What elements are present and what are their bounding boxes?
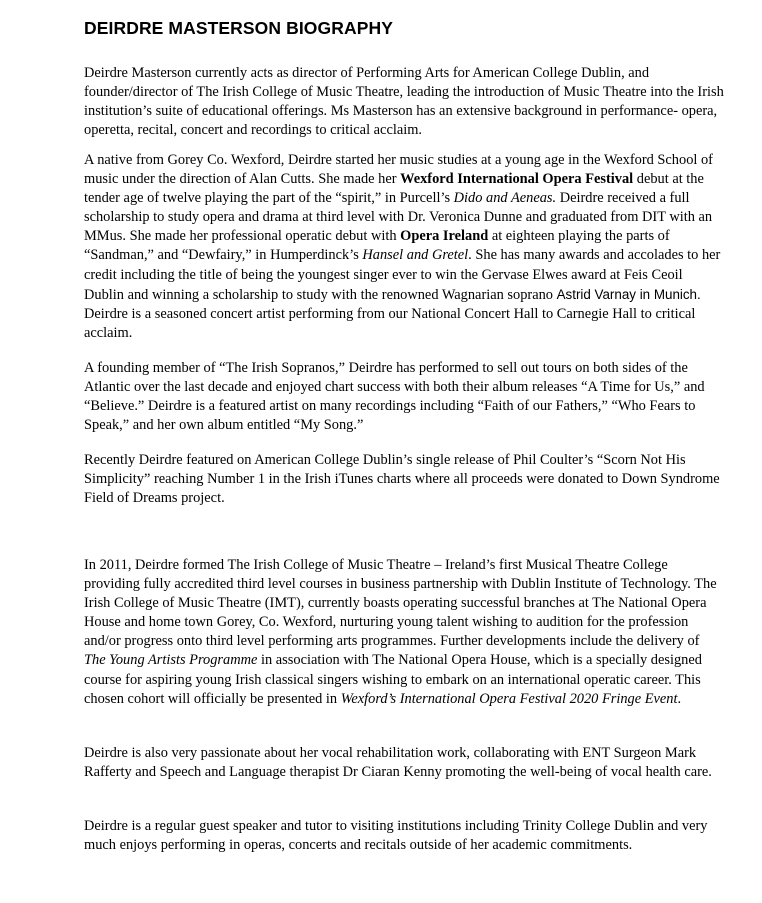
text-run: in association with The National Opera House, which is a specially designed course for aspiring young Irish classical singers wishing to embark on an international operatic career. This chosen cohort will officially be presented in [84,652,702,707]
paragraph-irish-sopranos: A founding member of “The Irish Sopranos,” Deirdre has performed to sell out tours on both sides of the Atlantic over the last decade and enjoyed chart success with both their album releases “A Time for Us,” and “Believe.” Deirdre is a featured artist on many recordings including “Faith of our Fathers,” “Who Fears to Speak,” and her own album entitled “My Song.” [84,360,705,434]
bold-text: Opera Ireland [400,228,489,245]
page-title: DEIRDRE MASTERSON BIOGRAPHY [84,18,393,38]
italic-text: Dido and Aeneas. [453,190,557,207]
text-run: . [677,690,682,707]
text-run: A native from Gorey Co. Wexford, Deirdre started her music studies at a young age in the Wexford School of music under the direction of Alan Cutts. She made her [84,152,713,188]
italic-text: Wexford’s International Opera Festival 2020 Fringe Event [340,690,678,707]
text-run: Deirdre is a seasoned concert artist performing from our National Concert Hall to Carnegie Hall to critical acclaim. [84,305,696,341]
text-run: at eighteen playing the parts of “Sandman,” and “Dewfairy,” in Humperdinck’s [84,228,670,264]
paragraph-vocal-rehab: Deirdre is also very passionate about her vocal rehabilitation work, collaborating with ENT Surgeon Mark Rafferty and Speech and Language therapist Dr Ciaran Kenny promoting the well-being of vocal health care. [84,745,712,781]
text-run: Deirdre received a full scholarship to study opera and drama at third level with Dr. Veronica Dunne and graduated from DIT with an MMus. She made her professional operatic debut with [84,190,713,245]
bold-text: Wexford International Opera Festival [400,171,634,188]
italic-text: Hansel and Gretel [362,247,469,264]
sans-text: Astrid Varnay in Munich. [556,286,701,302]
paragraph-college [84,556,724,709]
paragraph-intro: Deirdre Masterson currently acts as director of Performing Arts for American College Dublin, and founder/director of The Irish College of Music Theatre, leading the introduction of Music Theatre into the Irish institution’s suite of educational offerings. Ms Masterson has an extensive background in performance- opera, operetta, recital, concert and recordings to critical acclaim. [84,65,724,139]
paragraph-early-career [84,151,724,343]
paragraph-single-release: Recently Deirdre featured on American College Dublin’s single release of Phil Coulter’s “Scorn Not His Simplicity” reaching Number 1 in the Irish iTunes charts where all proceeds were donated to Down Syndrome Field of Dreams project. [84,452,720,507]
text-run: . She has many awards and accolades to her credit including the title of being the youngest singer ever to win the Gervase Elwes award at Feis Ceoil Dublin and winning a scholarship to study with the renowned Wagnarian soprano [84,247,721,303]
italic-text: The Young Artists Programme [84,652,258,669]
text-run: debut at the tender age of twelve playing the part of the “spirit,” in Purcell’s [84,171,704,207]
text-run: In 2011, Deirdre formed The Irish College of Music Theatre – Ireland’s first Musical Theatre College providing fully accredited third level courses in business partnership with Dublin Institute of Technology. The Irish College of Music Theatre (IMT), currently boasts operating successful branches at The National Opera House and home town Gorey, Co. Wexford, nurturing young talent wishing to audition for the profession and/or progress onto third level performing arts programmes. Further developments include the delivery of [84,557,717,650]
paragraph-guest-speaker: Deirdre is a regular guest speaker and tutor to visiting institutions including Trinity College Dublin and very much enjoys performing in operas, concerts and recitals outside of her academic commitments. [84,818,708,854]
